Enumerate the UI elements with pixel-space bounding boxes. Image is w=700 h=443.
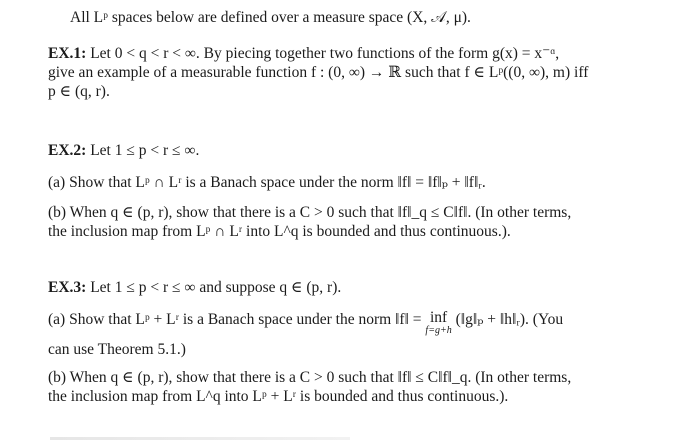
inf-subscript: f=g+h: [425, 325, 452, 336]
ex2-text: Let 1 ≤ p < r ≤ ∞.: [90, 142, 200, 159]
inf-word: inf: [429, 309, 448, 326]
ex2-part-b: [48, 203, 571, 241]
ex1-line-1: [48, 44, 588, 63]
intro-line: All Lᵖ spaces below are defined over a measure space (X, 𝒜, μ).: [70, 9, 471, 26]
inf-operator: [425, 310, 451, 336]
ex3-part-a-line-2: can use Theorem 5.1.): [48, 341, 186, 358]
ex3-part-b-line-1: (b) When q ∈ (p, r), show that there is a C > 0 such that ‖f‖ ≤ C‖f‖_q. (In other terms,: [48, 369, 572, 386]
ex2-heading: [48, 141, 199, 160]
ex3-part-b: [48, 368, 571, 406]
ex3-part-a-line-1: [48, 310, 563, 336]
ex3-part-a-pre: (a) Show that Lᵖ + Lʳ is a Banach space under the norm ‖f‖ =: [48, 311, 422, 328]
ex2-part-b-line-2: the inclusion map from Lᵖ ∩ Lʳ into L^q is bounded and thus continuous.).: [48, 223, 511, 240]
ex3-part-a-post: (‖g‖ₚ + ‖h‖ᵣ). (You: [455, 311, 564, 328]
ex3-text: Let 1 ≤ p < r ≤ ∞ and suppose q ∈ (p, r).: [90, 279, 342, 296]
ex1-line-2: give an example of a measurable function f : (0, ∞) → ℝ such that f ∈ Lᵖ((0, ∞), m) iff: [48, 64, 589, 81]
ex1-line-3: p ∈ (q, r).: [48, 83, 110, 100]
faint-footer-line: [50, 437, 350, 440]
ex2-part-a: (a) Show that Lᵖ ∩ Lʳ is a Banach space under the norm ‖f‖ = ‖f‖ₚ + ‖f‖ᵣ.: [48, 174, 486, 191]
ex2-part-b-line-1: (b) When q ∈ (p, r), show that there is a C > 0 such that ‖f‖_q ≤ C‖f‖. (In other terms,: [48, 204, 572, 221]
ex3-part-b-line-2: the inclusion map from L^q into Lᵖ + Lʳ is bounded and thus continuous.).: [48, 388, 509, 405]
ex3-label: EX.3:: [48, 279, 87, 296]
ex1-block: [48, 44, 588, 101]
ex1-label: EX.1:: [48, 45, 87, 62]
ex3-part-a: [48, 310, 563, 359]
ex2-label: EX.2:: [48, 142, 87, 159]
ex3-heading: [48, 278, 341, 297]
ex1-text-1: Let 0 < q < r < ∞. By piecing together two functions of the form g(x) = x⁻ᵅ,: [90, 45, 560, 62]
